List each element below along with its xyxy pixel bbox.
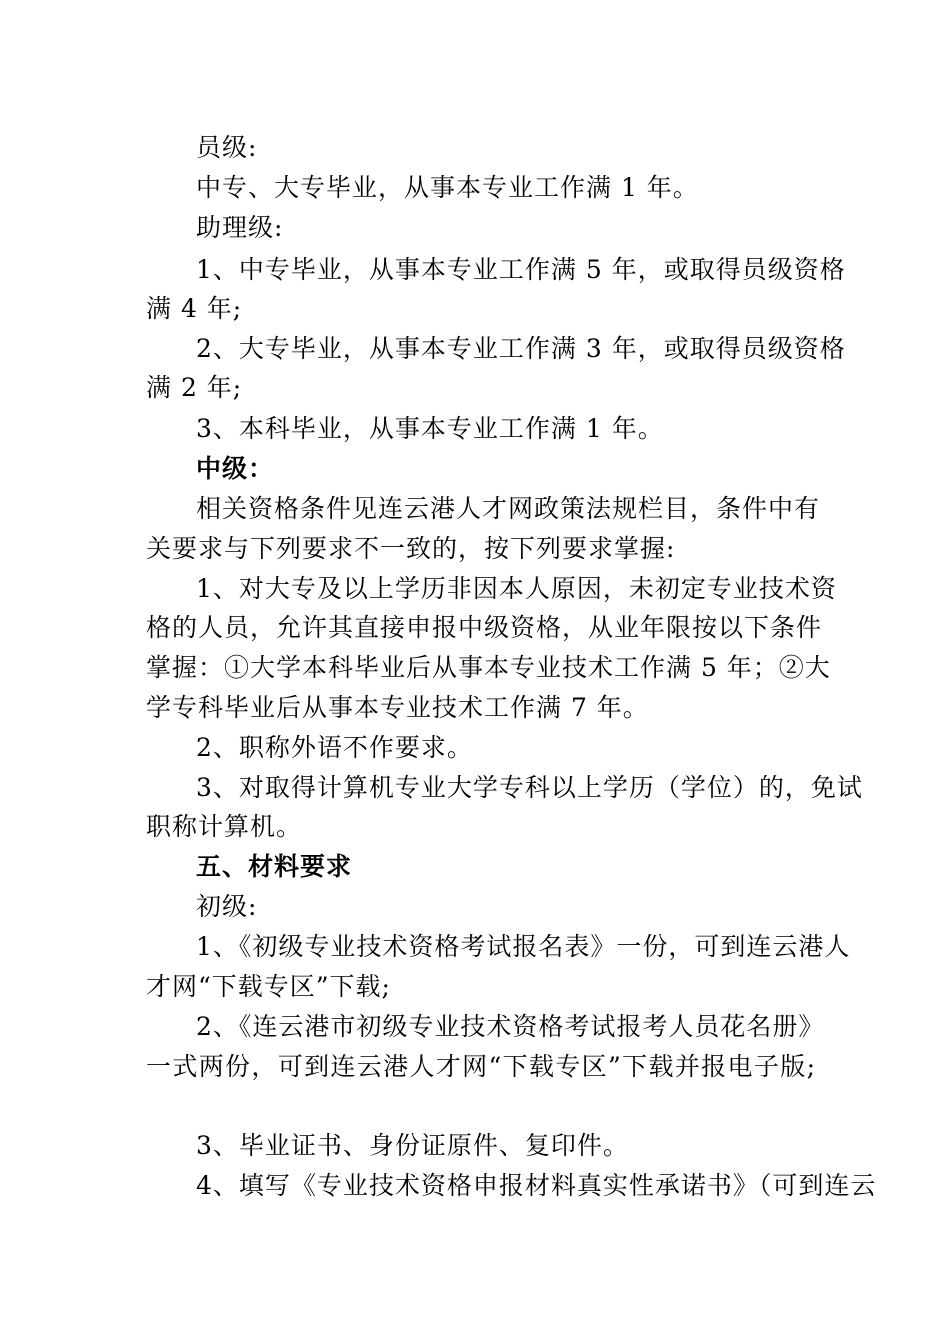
text-line: 才网“下载专区”下载;: [146, 972, 391, 1001]
text-line: 格的人员，允许其直接申报中级资格，从业年限按以下条件: [146, 613, 823, 642]
text-line: 1、《初级专业技术资格考试报名表》一份，可到连云港人: [196, 932, 851, 961]
text-line: 掌握：①大学本科毕业后从事本专业技术工作满 5 年；②大: [146, 653, 831, 682]
text-line: 1、对大专及以上学历非因本人原因，未初定专业技术资: [196, 574, 837, 603]
text-line: 2、职称外语不作要求。: [196, 733, 473, 762]
text-line: 3、毕业证书、身份证原件、复印件。: [196, 1131, 629, 1160]
text-line: 4、填写《专业技术资格申报材料真实性承诺书》（可到连云: [196, 1171, 877, 1200]
text-line: 满 2 年;: [146, 373, 243, 402]
text-line: 职称计算机。: [146, 812, 303, 841]
text-line: 一式两份，可到连云港人才网“下载专区”下载并报电子版;: [146, 1052, 816, 1081]
text-line: 助理级:: [196, 213, 284, 242]
text-line: 中专、大专毕业，从事本专业工作满 1 年。: [196, 173, 699, 202]
text-line: 满 4 年;: [146, 294, 243, 323]
text-line: 3、本科毕业，从事本专业工作满 1 年。: [196, 414, 664, 443]
section-heading: 五、材料要求: [196, 852, 353, 881]
text-line: 相关资格条件见连云港人才网政策法规栏目，条件中有: [196, 494, 821, 523]
text-line: 2、大专毕业，从事本专业工作满 3 年，或取得员级资格: [196, 334, 846, 363]
text-line: 3、对取得计算机专业大学专科以上学历（学位）的，免试: [196, 773, 863, 802]
text-line: 1、中专毕业，从事本专业工作满 5 年，或取得员级资格: [196, 255, 846, 284]
text-line: 关要求与下列要求不一致的，按下列要求掌握:: [146, 534, 676, 563]
text-line: 员级:: [196, 133, 258, 162]
text-line: 初级:: [196, 892, 258, 921]
section-heading: 中级：: [196, 454, 275, 483]
text-line: 学专科毕业后从事本专业技术工作满 7 年。: [146, 693, 649, 722]
text-line: 2、《连云港市初级专业技术资格考试报考人员花名册》: [196, 1012, 825, 1041]
